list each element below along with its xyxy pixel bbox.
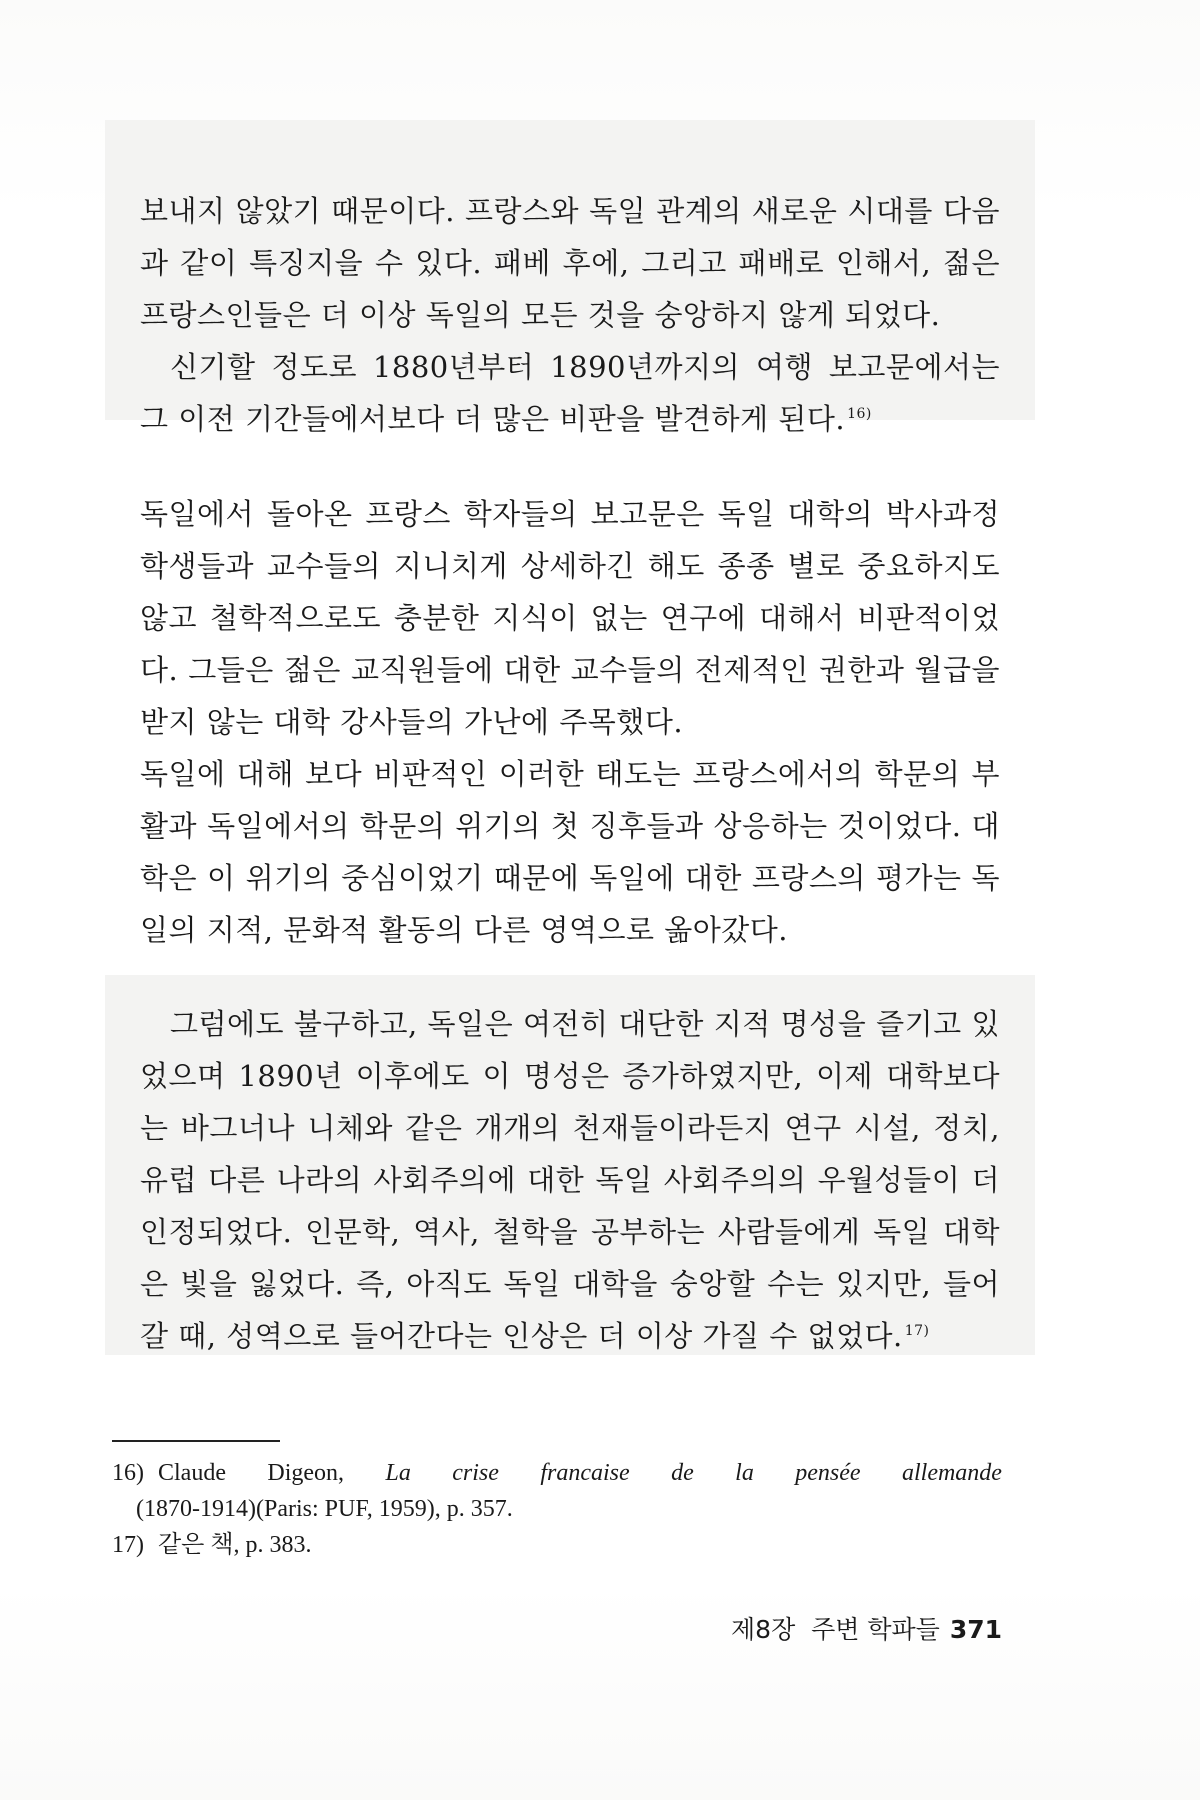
- citation-word: Digeon,: [267, 1460, 345, 1486]
- citation-word: Claude: [158, 1460, 226, 1486]
- footnote-ref-17: 17): [904, 1323, 930, 1340]
- running-title: 제8장 주변 학파들: [731, 1615, 940, 1644]
- paragraph-text: 그럼에도 불구하고, 독일은 여전히 대단한 지적 명성을 즐기고 있었으며 1890년 이후에도 이 명성은 증가하였지만, 이제 대학보다는 바그너나 니체와 같은 개개의 천재들이라든지 연구 시설, 정치, 유럽 다른 나라의 사회주의에 대한 독일 사회주의의 우월성들이 더 인정되었다. 인문학, 역사, 철학을 공부하는 사람들에게 독일 대학은 빛을 잃었다. 즉, 아직도 독일 대학을 숭앙할 수는 있지만, 들어갈 때, 성역으로 들어간다는 인상은 더 이상 가질 수 없었다.: [140, 1007, 1000, 1353]
- citation-title-word: allemande: [901, 1460, 1002, 1486]
- footnote-16-citation: [158, 1455, 1002, 1491]
- citation-title-word: La: [385, 1460, 411, 1486]
- footnote-ref-16: 16): [847, 406, 872, 423]
- footnote-number: 16): [112, 1460, 144, 1486]
- footnote-16: [112, 1455, 1002, 1491]
- text-block-2: [140, 488, 1000, 956]
- footnote-17: [112, 1527, 1002, 1563]
- paragraph: 보내지 않았기 때문이다. 프랑스와 독일 관계의 새로운 시대를 다음과 같이 특징지을 수 있다. 패베 후에, 그리고 패배로 인해서, 젊은 프랑스인들은 더 이상 독일의 모든 것을 숭앙하지 않게 되었다.: [140, 194, 1000, 332]
- text-block-3: [140, 998, 1000, 1362]
- running-footer: [731, 1610, 1002, 1646]
- paragraph: 독일에 대해 보다 비판적인 이러한 태도는 프랑스에서의 학문의 부활과 독일에서의 학문의 위기의 첫 징후들과 상응하는 것이었다. 대학은 이 위기의 중심이었기 때문에 독일에 대한 프랑스의 평가는 독일의 지적, 문화적 활동의 다른 영역으로 옮아갔다.: [140, 757, 1000, 947]
- footnote-divider: [112, 1440, 280, 1442]
- footnote-16-continuation: (1870-1914)(Paris: PUF, 1959), p. 357.: [136, 1496, 513, 1522]
- citation-title-word: de: [671, 1460, 694, 1486]
- page-number: 371: [949, 1615, 1002, 1644]
- citation-title-word: crise: [452, 1460, 499, 1486]
- citation-title-word: la: [735, 1460, 754, 1486]
- paragraph: [140, 341, 1000, 445]
- citation-title-word: francaise: [540, 1460, 630, 1486]
- footnote-17-text: 같은 책, p. 383.: [158, 1532, 312, 1558]
- footnote-number: 17): [112, 1532, 144, 1558]
- paragraph-text: 신기할 정도로 1880년부터 1890년까지의 여행 보고문에서는 그 이전 기간들에서보다 더 많은 비판을 발견하게 된다.: [140, 350, 1000, 436]
- text-block-1: [140, 185, 1000, 445]
- footnotes: [112, 1455, 1002, 1563]
- citation-title-word: pensée: [795, 1460, 861, 1486]
- paragraph: [140, 998, 1000, 1362]
- paragraph: 독일에서 돌아온 프랑스 학자들의 보고문은 독일 대학의 박사과정 학생들과 교수들의 지니치게 상세하긴 해도 종종 별로 중요하지도 않고 철학적으로도 충분한 지식이 없는 연구에 대해서 비판적이었다. 그들은 젊은 교직원들에 대한 교수들의 전제적인 권한과 월급을 받지 않는 대학 강사들의 가난에 주목했다.: [140, 497, 1000, 739]
